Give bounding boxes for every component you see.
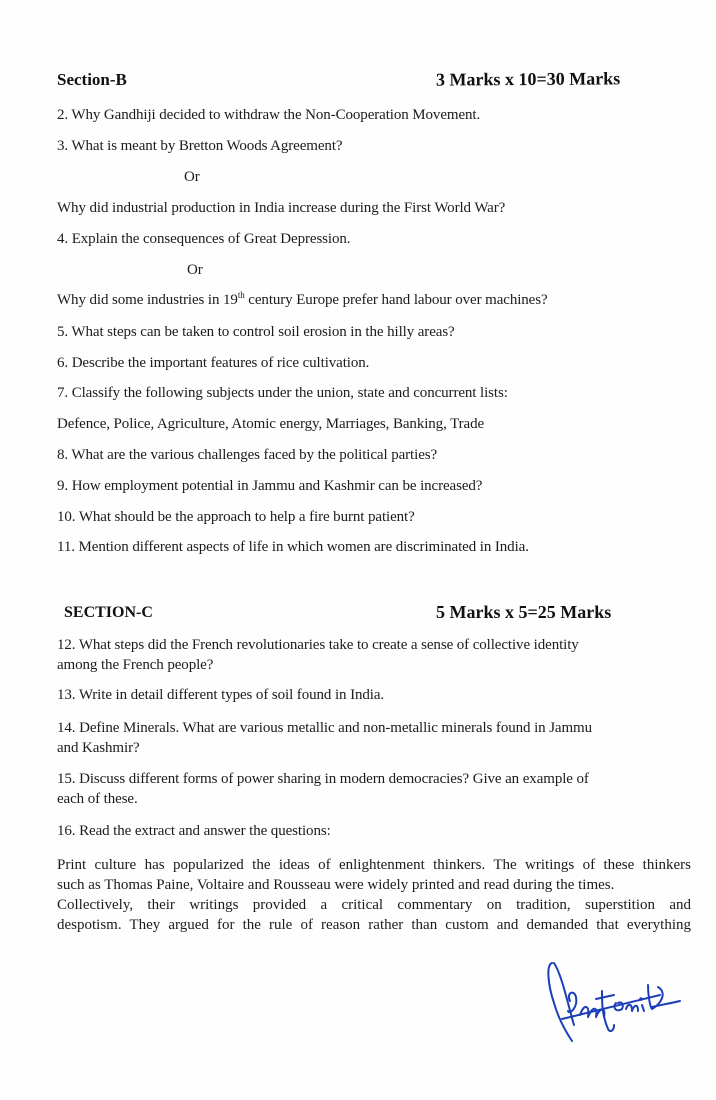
question-4-alternative: Why did some industries in 19th century Europe prefer hand labour over machines? <box>57 290 548 308</box>
question-7-subject-list: Defence, Police, Agriculture, Atomic energy, Marriages, Banking, Trade <box>57 416 485 432</box>
question-2: 2. Why Gandhiji decided to withdraw the Non-Cooperation Movement. <box>57 107 481 123</box>
question-15-line-1: 15. Discuss different forms of power sharing in modern democracies? Give an example of <box>57 771 589 787</box>
question-10: 10. What should be the approach to help a fire burnt patient? <box>57 509 415 525</box>
question-13: 13. Write in detail different types of soil found in India. <box>57 687 385 703</box>
extract-line: Print culture has popularized the ideas of enlightenment thinkers. The writings of these thinkers <box>57 857 691 873</box>
or-divider-q3: Or <box>184 169 200 185</box>
question-5: 5. What steps can be taken to control soil erosion in the hilly areas? <box>57 324 455 340</box>
section-c-marks: 5 Marks x 5=25 Marks <box>436 602 612 622</box>
question-12-line-1: 12. What steps did the French revolutionaries take to create a sense of collective identity <box>57 637 579 653</box>
or-divider-q4: Or <box>187 262 203 278</box>
question-8: 8. What are the various challenges faced by the political parties? <box>57 447 438 463</box>
question-6: 6. Describe the important features of rice cultivation. <box>57 355 370 371</box>
extract-line: despotism. They argued for the rule of reason rather than custom and demanded that everything <box>57 917 691 933</box>
section-b-marks: 3 Marks x 10=30 Marks <box>435 68 621 90</box>
extract-line: such as Thomas Paine, Voltaire and Rousseau were widely printed and read during the times. <box>57 877 615 893</box>
section-c-title: SECTION-C <box>64 604 153 621</box>
question-12-line-2: among the French people? <box>57 657 214 673</box>
signature-icon <box>540 955 690 1055</box>
question-4: 4. Explain the consequences of Great Depression. <box>57 231 351 247</box>
question-11: 11. Mention different aspects of life in which women are discriminated in India. <box>57 539 529 555</box>
question-3: 3. What is meant by Bretton Woods Agreement? <box>57 138 343 154</box>
question-14-line-1: 14. Define Minerals. What are various metallic and non-metallic minerals found in Jammu <box>57 720 593 736</box>
extract-line: Collectively, their writings provided a critical commentary on tradition, superstition and <box>57 897 691 913</box>
section-b-title: Section-B <box>57 70 127 89</box>
question-15-line-2: each of these. <box>57 791 138 807</box>
question-14-line-2: and Kashmir? <box>57 740 140 756</box>
question-3-alternative: Why did industrial production in India increase during the First World War? <box>57 200 506 216</box>
question-7: 7. Classify the following subjects under the union, state and concurrent lists: <box>57 385 508 401</box>
extract-passage <box>57 855 691 935</box>
question-9: 9. How employment potential in Jammu and Kashmir can be increased? <box>57 478 483 494</box>
question-16: 16. Read the extract and answer the questions: <box>57 823 331 839</box>
